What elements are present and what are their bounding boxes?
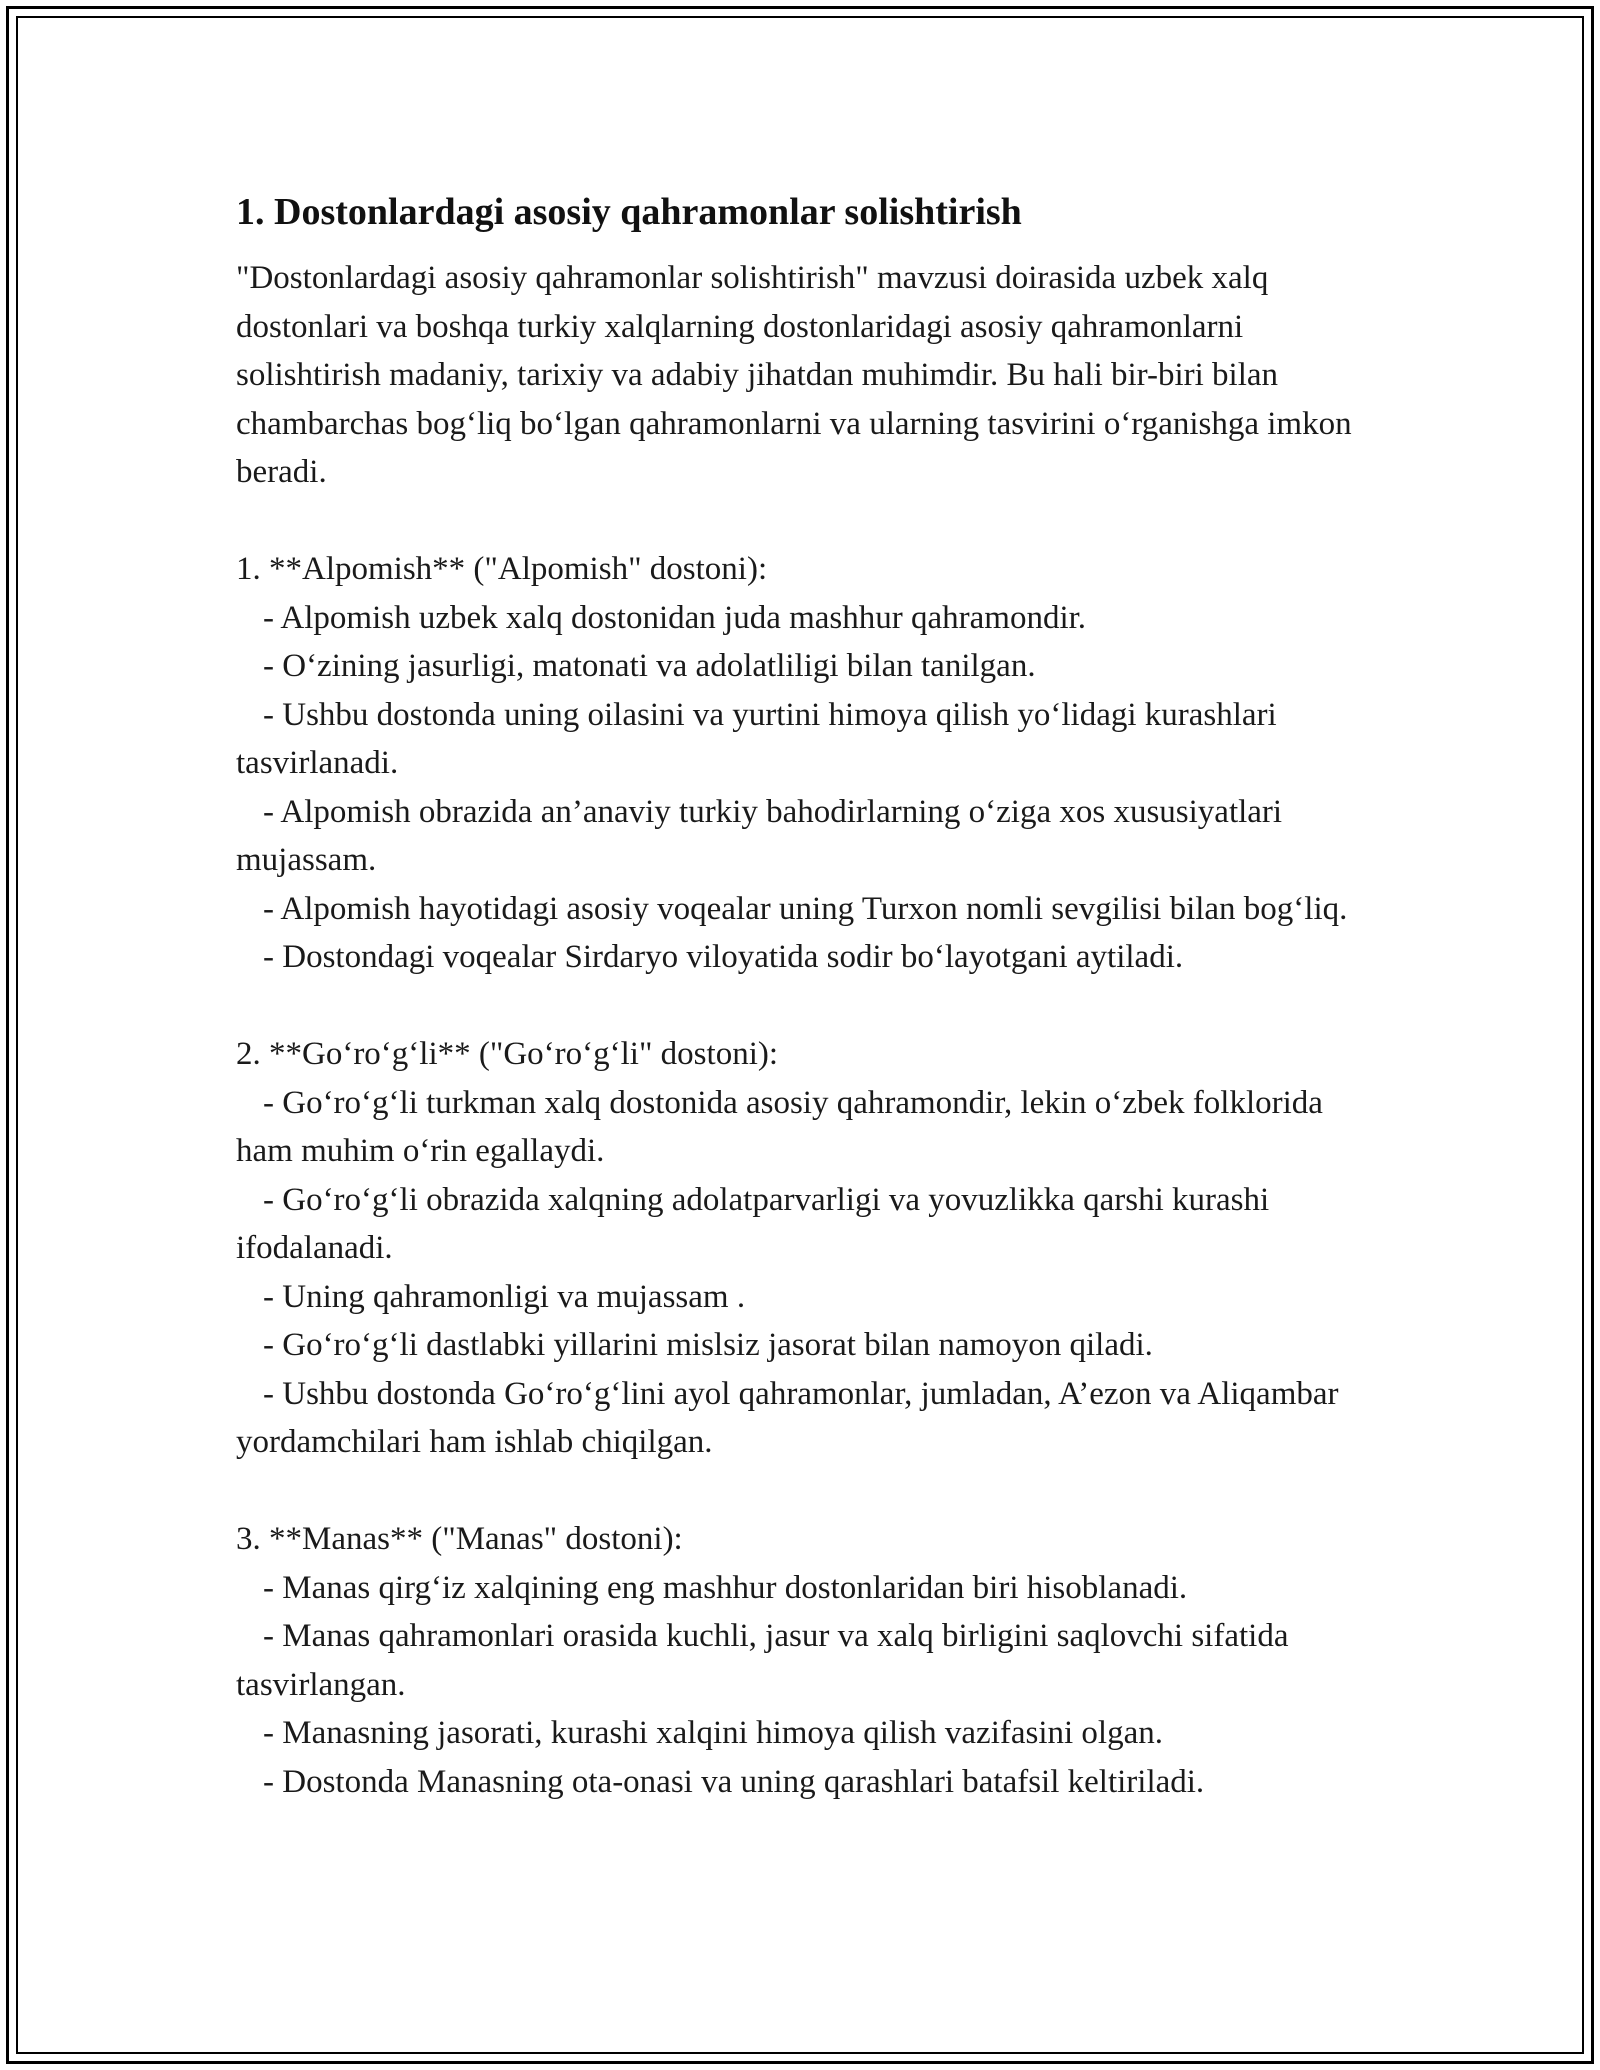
list-item: - Manas qahramonlari orasida kuchli, jasur va xalq birligini saqlovchi sifatida tasvirlangan. xyxy=(236,1618,1289,1703)
list-item: - Alpomish uzbek xalq dostonidan juda mashhur qahramondir. xyxy=(263,599,1087,636)
list-item: - Dostondagi voqealar Sirdaryo viloyatida sodir bo‘layotgani aytiladi. xyxy=(263,939,1184,975)
list-item: - Manas qirg‘iz xalqining eng mashhur dostonlaridan biri hisoblanadi. xyxy=(263,1569,1188,1606)
section-heading: 3. **Manas** ("Manas" dostoni): xyxy=(236,1521,683,1557)
intro-paragraph: "Dostonlardagi asosiy qahramonlar solishtirish" mavzusi doirasida uzbek xalq dostonlari va boshqa turkiy xalqlarning dostonlaridagi asosiy qahramonlarni solishtirish madaniy, tarixiy va adabiy jihatdan muhimdir. Bu hali bir-biri bilan chambarchas bog‘liq bo‘lgan qahramonlarni va ularning tasvirini o‘rganishga imkon beradi. xyxy=(236,260,1352,490)
section-gap xyxy=(236,982,1366,1031)
list-item: - Dostonda Manasning ota-onasi va uning qarashlari batafsil keltiriladi. xyxy=(263,1763,1205,1800)
document-title: 1. Dostonlardagi asosiy qahramonlar solishtirish xyxy=(236,191,1022,233)
list-item: - O‘zining jasurligi, matonati va adolatliligi bilan tanilgan. xyxy=(263,648,1036,684)
section-heading: 1. **Alpomish** ("Alpomish" dostoni): xyxy=(236,551,768,587)
list-item: - Uning qahramonligi va mujassam . xyxy=(263,1278,746,1315)
section-heading: 2. **Go‘ro‘g‘li** ("Go‘ro‘g‘li" dostoni): xyxy=(236,1036,779,1072)
list-item: - Go‘ro‘g‘li obrazida xalqning adolatparvarligi va yovuzlikka qarshi kurashi ifodalanadi. xyxy=(236,1181,1270,1266)
section-gap xyxy=(236,1467,1366,1516)
section-gorogli xyxy=(236,1030,1366,1467)
list-item: - Go‘ro‘g‘li turkman xalq dostonida asosiy qahramondir, lekin o‘zbek folklorida ham muhim o‘rin egallaydi. xyxy=(236,1084,1323,1169)
list-item: - Alpomish hayotidagi asosiy voqealar uning Turxon nomli sevgilisi bilan bog‘liq. xyxy=(263,890,1348,927)
section-manas xyxy=(236,1515,1366,1806)
list-item: - Ushbu dostonda Go‘ro‘g‘lini ayol qahramonlar, jumladan, A’ezon va Aliqambar yordamchilari ham ishlab chiqilgan. xyxy=(236,1375,1339,1460)
section-alpomish xyxy=(236,545,1366,982)
document-body xyxy=(236,184,1366,1806)
list-item: - Ushbu dostonda uning oilasini va yurtini himoya qilish yo‘lidagi kurashlari tasvirlanadi. xyxy=(236,696,1277,781)
list-item: - Manasning jasorati, kurashi xalqini himoya qilish vazifasini olgan. xyxy=(263,1715,1163,1751)
section-gap xyxy=(236,497,1366,546)
list-item: - Alpomish obrazida an’anaviy turkiy bahodirlarning o‘ziga xos xususiyatlari mujassam. xyxy=(236,793,1283,878)
list-item: - Go‘ro‘g‘li dastlabki yillarini mislsiz jasorat bilan namoyon qiladi. xyxy=(263,1327,1153,1363)
